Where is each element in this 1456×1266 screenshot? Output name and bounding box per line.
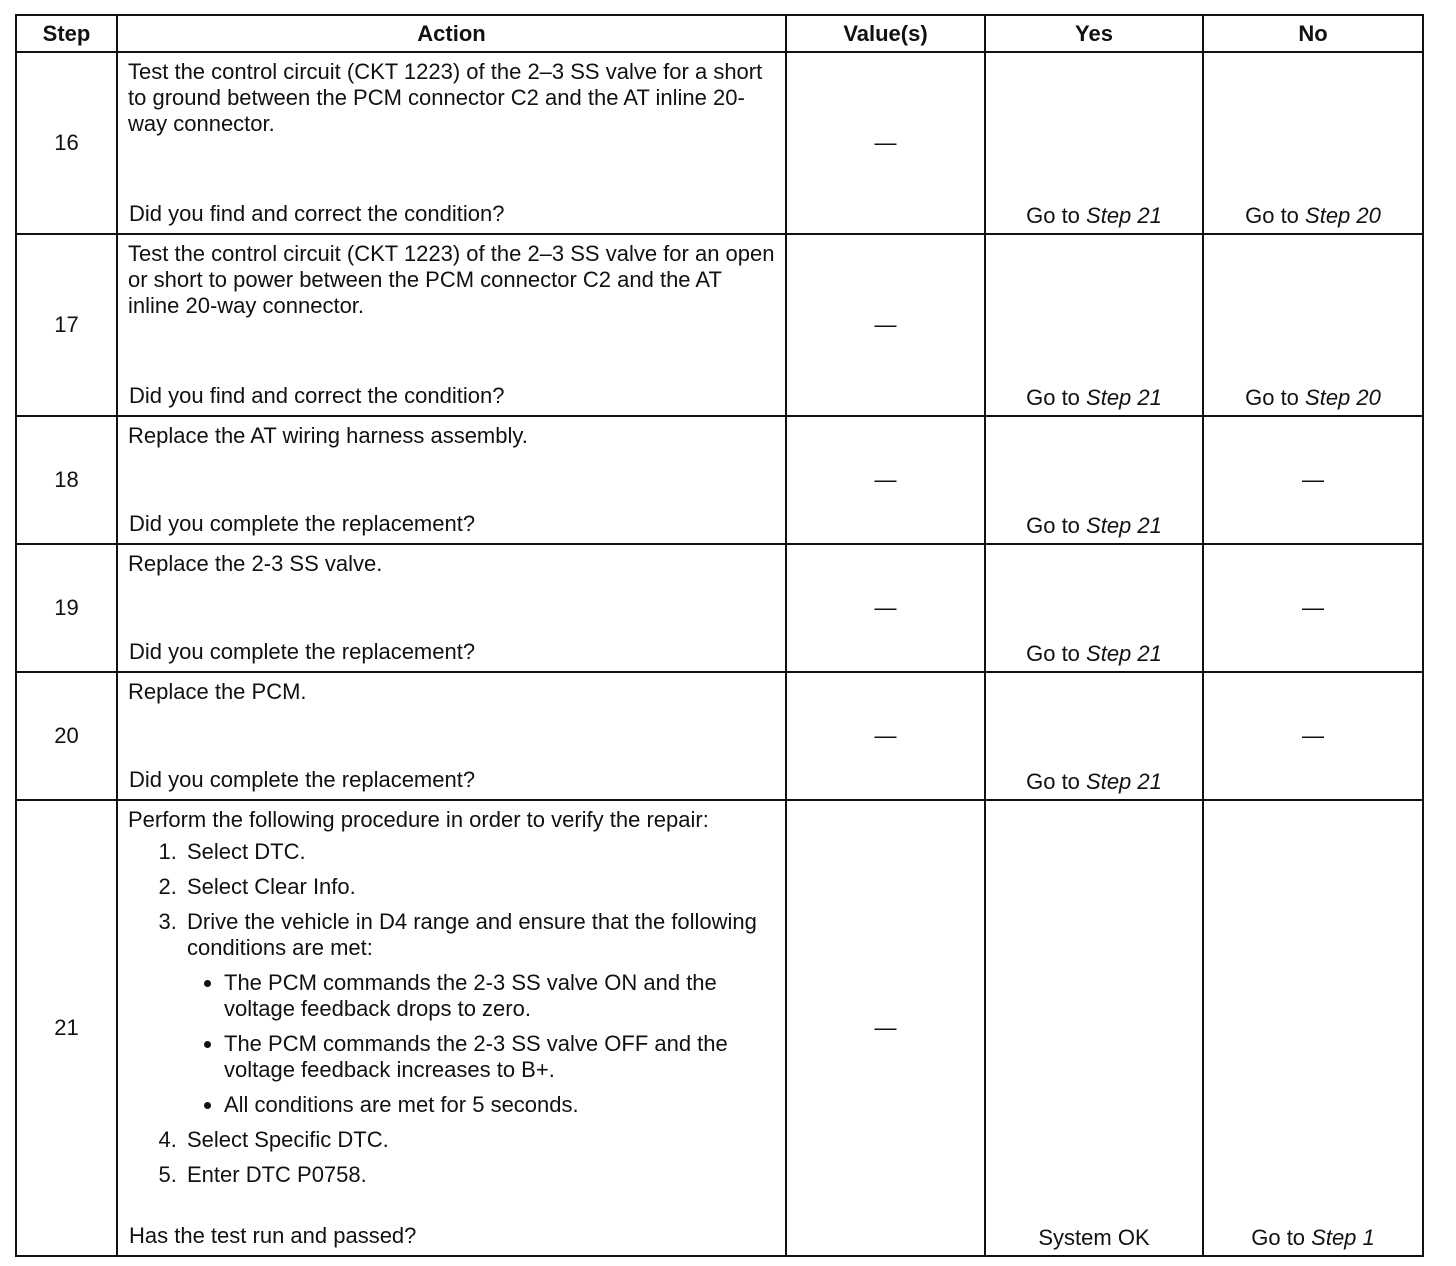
step-link[interactable]: Step 21: [1086, 641, 1162, 666]
step-link[interactable]: Step 21: [1086, 513, 1162, 538]
goto-prefix: Go to: [1251, 1225, 1312, 1250]
yes-cell: [985, 544, 1203, 672]
yes-cell: [985, 416, 1203, 544]
table-row-step-21: [16, 800, 1423, 1256]
step-link[interactable]: Step 20: [1305, 385, 1381, 410]
step-link[interactable]: Step 21: [1086, 385, 1162, 410]
action-text: Test the control circuit (CKT 1223) of the 2–3 SS valve for a short to ground between the PCM connector C2 and the AT inline 20-way connector.: [128, 59, 763, 136]
action-cell: [117, 234, 786, 416]
step-link[interactable]: Step 21: [1086, 203, 1162, 228]
step-number: 16: [16, 52, 117, 234]
yes-goto[interactable]: [986, 769, 1202, 795]
action-text: Replace the 2-3 SS valve.: [128, 551, 383, 576]
condition-item: • All conditions are met for 5 seconds.: [224, 1092, 775, 1118]
action-text: Replace the AT wiring harness assembly.: [128, 423, 528, 448]
no-cell: —: [1203, 544, 1423, 672]
no-cell: —: [1203, 416, 1423, 544]
condition-list: [187, 970, 775, 1118]
step-link[interactable]: Step 21: [1086, 769, 1162, 794]
step-number: 18: [16, 416, 117, 544]
yes-goto[interactable]: [986, 641, 1202, 667]
value-cell: —: [786, 416, 985, 544]
procedure-step: 5. Enter DTC P0758.: [183, 1162, 775, 1188]
action-cell: [117, 52, 786, 234]
no-goto[interactable]: [1204, 385, 1422, 411]
table-row-step-19: [16, 544, 1423, 672]
goto-prefix: Go to: [1245, 203, 1306, 228]
table-row-step-17: [16, 234, 1423, 416]
value-cell: —: [786, 52, 985, 234]
condition-item: • The PCM commands the 2-3 SS valve OFF and the voltage feedback increases to B+.: [224, 1031, 775, 1083]
action-question: Did you find and correct the condition?: [129, 201, 505, 226]
procedure-step-text: Drive the vehicle in D4 range and ensure that the following conditions are met:: [187, 909, 757, 960]
goto-prefix: Go to: [1026, 203, 1087, 228]
action-question: Did you complete the replacement?: [129, 639, 476, 664]
yes-goto[interactable]: [986, 203, 1202, 229]
no-goto[interactable]: [1204, 203, 1422, 229]
action-question: Did you complete the replacement?: [129, 767, 476, 792]
step-number: 17: [16, 234, 117, 416]
no-cell: [1203, 52, 1423, 234]
procedure-intro: Perform the following procedure in order to verify the repair:: [128, 807, 709, 832]
step-number: 20: [16, 672, 117, 800]
procedure-step: [183, 909, 775, 1118]
header-action: Action: [117, 15, 786, 52]
header-yes: Yes: [985, 15, 1203, 52]
condition-item: • The PCM commands the 2-3 SS valve ON and the voltage feedback drops to zero.: [224, 970, 775, 1022]
goto-prefix: Go to: [1026, 385, 1087, 410]
no-goto[interactable]: [1204, 1225, 1422, 1251]
no-cell: [1203, 234, 1423, 416]
header-values: Value(s): [786, 15, 985, 52]
value-cell: —: [786, 544, 985, 672]
step-number: 21: [16, 800, 117, 1256]
action-cell: [117, 672, 786, 800]
yes-cell: [985, 800, 1203, 1256]
step-link[interactable]: Step 1: [1311, 1225, 1375, 1250]
action-question: Has the test run and passed?: [129, 1223, 417, 1248]
action-text: Replace the PCM.: [128, 679, 307, 704]
table-header-row: [16, 15, 1423, 52]
yes-cell: [985, 234, 1203, 416]
action-cell: [117, 544, 786, 672]
yes-goto[interactable]: [986, 513, 1202, 539]
header-no: No: [1203, 15, 1423, 52]
goto-prefix: Go to: [1245, 385, 1306, 410]
action-text: Test the control circuit (CKT 1223) of the 2–3 SS valve for an open or short to power between the PCM connector C2 and the AT inline 20-way connector.: [128, 241, 775, 318]
table-row-step-20: [16, 672, 1423, 800]
step-link[interactable]: Step 20: [1305, 203, 1381, 228]
no-cell: [1203, 800, 1423, 1256]
action-cell: [117, 416, 786, 544]
action-question: Did you find and correct the condition?: [129, 383, 505, 408]
action-cell: [117, 800, 786, 1256]
yes-goto[interactable]: [986, 385, 1202, 411]
procedure-step: 2. Select Clear Info.: [183, 874, 775, 900]
header-step: Step: [16, 15, 117, 52]
table-row-step-18: [16, 416, 1423, 544]
diagnostic-table: [15, 14, 1424, 1257]
procedure-list: [128, 839, 775, 1188]
goto-prefix: Go to: [1026, 769, 1087, 794]
no-cell: —: [1203, 672, 1423, 800]
procedure-step: 4. Select Specific DTC.: [183, 1127, 775, 1153]
step-number: 19: [16, 544, 117, 672]
table-row-step-16: [16, 52, 1423, 234]
yes-cell: [985, 672, 1203, 800]
value-cell: —: [786, 234, 985, 416]
action-question: Did you complete the replacement?: [129, 511, 476, 536]
procedure-step: 1. Select DTC.: [183, 839, 775, 865]
goto-prefix: Go to: [1026, 513, 1087, 538]
yes-cell: [985, 52, 1203, 234]
value-cell: —: [786, 672, 985, 800]
yes-result: System OK: [1038, 1225, 1150, 1250]
goto-prefix: Go to: [1026, 641, 1087, 666]
value-cell: —: [786, 800, 985, 1256]
